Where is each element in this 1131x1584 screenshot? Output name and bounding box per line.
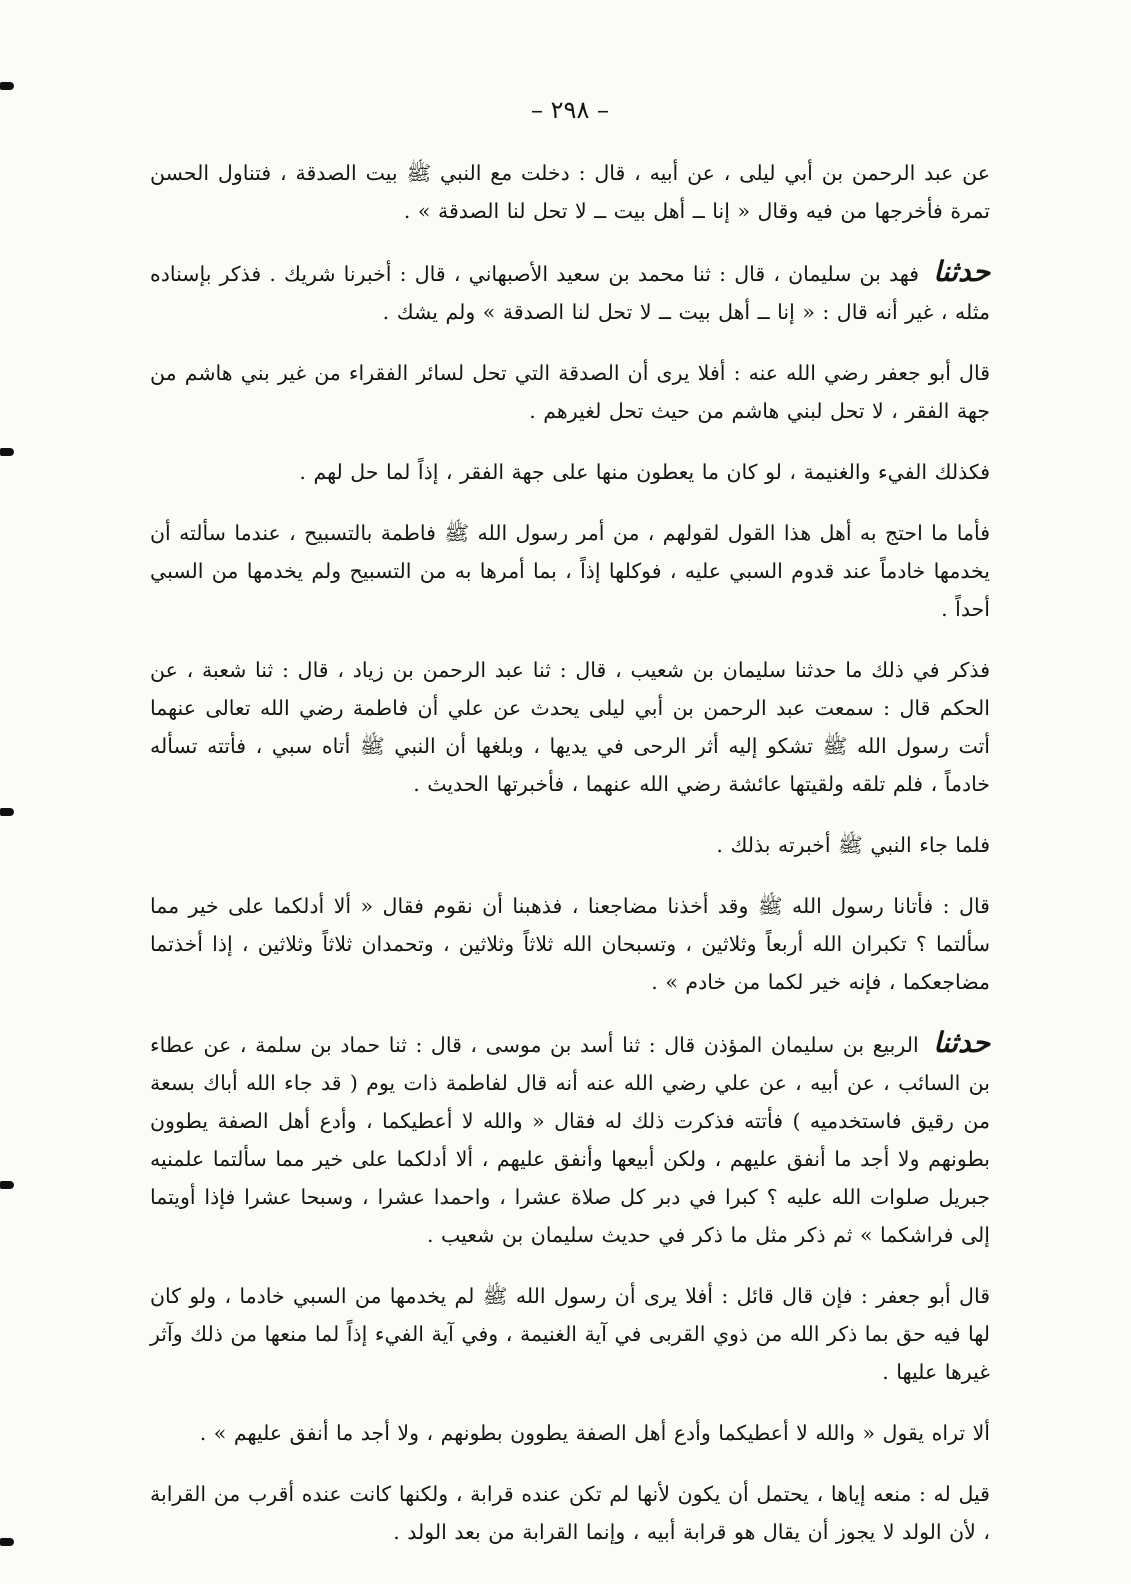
paragraph-9 xyxy=(150,1024,990,1254)
hadith-lead-word: حدثنا xyxy=(933,1026,990,1059)
paragraph-text: فلما جاء النبي ﷺ أخبرته بذلك . xyxy=(716,833,990,857)
paragraph-4 xyxy=(150,453,990,491)
paragraph-text: فأما ما احتج به أهل هذا القول لقولهم ، من أمر رسول الله ﷺ فاطمة بالتسبيح ، عندما سألته أن يخدمها خادماً عند قدوم السبي عليه ، فوكلها إذاً ، بما أمرها به من التسبيح ولم يخدمها من السبي أحداً . xyxy=(150,521,990,621)
paragraph-text: قال أبو جعفر رضي الله عنه : أفلا يرى أن الصدقة التي تحل لسائر الفقراء من غير بني هاشم من جهة الفقر ، لا تحل لبني هاشم من حيث تحل لغيرهم . xyxy=(150,361,990,423)
binding-mark xyxy=(0,808,14,816)
paragraph-6 xyxy=(150,651,990,803)
paragraph-text: قيل له : منعه إياها ، يحتمل أن يكون لأنها لم تكن عنده قرابة ، ولكنها كانت عنده أقرب من القرابة ، لأن الولد لا يجوز أن يقال هو قرابة أبيه ، وإنما القرابة من بعد الولد . xyxy=(150,1482,990,1544)
paragraph-text: الربيع بن سليمان المؤذن قال : ثنا أسد بن موسى ، قال : ثنا حماد بن سلمة ، عن عطاء بن السائب ، عن أبيه ، عن علي رضي الله عنه أنه قال لفاطمة ذات يوم ( قد جاء الله أباك بسعة من رقيق فاستخدميه ) فأتته فذكرت ذلك له فقال « والله لا أعطيكما ، وأدع أهل الصفة يطوون بطونهم ولا أجد ما أنفق عليهم ، ولكن أبيعها وأنفق عليهم ، ألا أدلكما على خير مما سألتما علمنيه جبريل صلوات الله عليه ؟ كبرا في دبر كل صلاة عشرا ، واحمدا عشرا ، وسبحا عشرا فإذا أويتما إلى فراشكما » ثم ذكر مثل ما ذكر في حديث سليمان بن شعيب . xyxy=(150,1033,990,1247)
paragraph-text: قال أبو جعفر : فإن قال قائل : أفلا يرى أن رسول الله ﷺ لم يخدمها من السبي خادما ، ولو كان لها فيه حق بما ذكر الله من ذوي القربى في آية الغنيمة ، وفي آية الفيء إذاً لما منعها من ذلك وآثر غيرها عليها . xyxy=(150,1284,990,1384)
paragraph-12 xyxy=(150,1475,990,1551)
paragraph-10 xyxy=(150,1277,990,1391)
paragraph-8 xyxy=(150,887,990,1001)
paragraph-11 xyxy=(150,1414,990,1452)
paragraph-1 xyxy=(150,154,990,230)
paragraph-text: فكذلك الفيء والغنيمة ، لو كان ما يعطون منها على جهة الفقر ، إذاً لما حل لهم . xyxy=(299,460,990,484)
paragraph-text: قال : فأتانا رسول الله ﷺ وقد أخذنا مضاجعنا ، فذهبنا أن نقوم فقال « ألا أدلكما على خير مما سألتما ؟ تكبران الله أربعاً وثلاثين ، وتسبحان الله ثلاثاً وثلاثين ، وتحمدان ثلاثاً وثلاثين ، إذا أخذتما مضاجعكما ، فإنه خير لكما من خادم » . xyxy=(150,894,990,994)
paragraph-3 xyxy=(150,354,990,430)
paragraph-text: فذكر في ذلك ما حدثنا سليمان بن شعيب ، قال : ثنا عبد الرحمن بن زياد ، قال : ثنا شعبة ، عن الحكم قال : سمعت عبد الرحمن بن أبي ليلى يحدث عن علي أن فاطمة رضي الله تعالى عنهما أتت رسول الله ﷺ تشكو إليه أثر الرحى في يديها ، وبلغها أن النبي ﷺ أتاه سبي ، فأتته تسأله خادماً ، فلم تلقه ولقيتها عائشة رضي الله عنهما ، فأخبرتها الحديث . xyxy=(150,658,990,796)
book-page xyxy=(150,96,990,1544)
page-number: – ٢٩٨ – xyxy=(531,96,609,124)
paragraph-5 xyxy=(150,514,990,628)
paragraph-text: عن عبد الرحمن بن أبي ليلى ، عن أبيه ، قال : دخلت مع النبي ﷺ بيت الصدقة ، فتناول الحسن تمرة فأخرجها من فيه وقال « إنا ــ أهل بيت ــ لا تحل لنا الصدقة » . xyxy=(150,161,990,223)
binding-mark xyxy=(0,448,14,456)
paragraph-7 xyxy=(150,826,990,864)
paragraph-2 xyxy=(150,253,990,331)
binding-mark xyxy=(0,1181,14,1189)
paragraph-text: ألا تراه يقول « والله لا أعطيكما وأدع أهل الصفة يطوون بطونهم ، ولا أجد ما أنفق عليهم » . xyxy=(199,1421,990,1445)
paragraph-text: فهد بن سليمان ، قال : ثنا محمد بن سعيد الأصبهاني ، قال : أخبرنا شريك . فذكر بإسناده مثله ، غير أنه قال : « إنا ــ أهل بيت ــ لا تحل لنا الصدقة » ولم يشك . xyxy=(150,262,990,324)
hadith-lead-word: حدثنا xyxy=(933,255,990,288)
binding-mark xyxy=(0,82,14,90)
binding-mark xyxy=(0,1538,14,1546)
